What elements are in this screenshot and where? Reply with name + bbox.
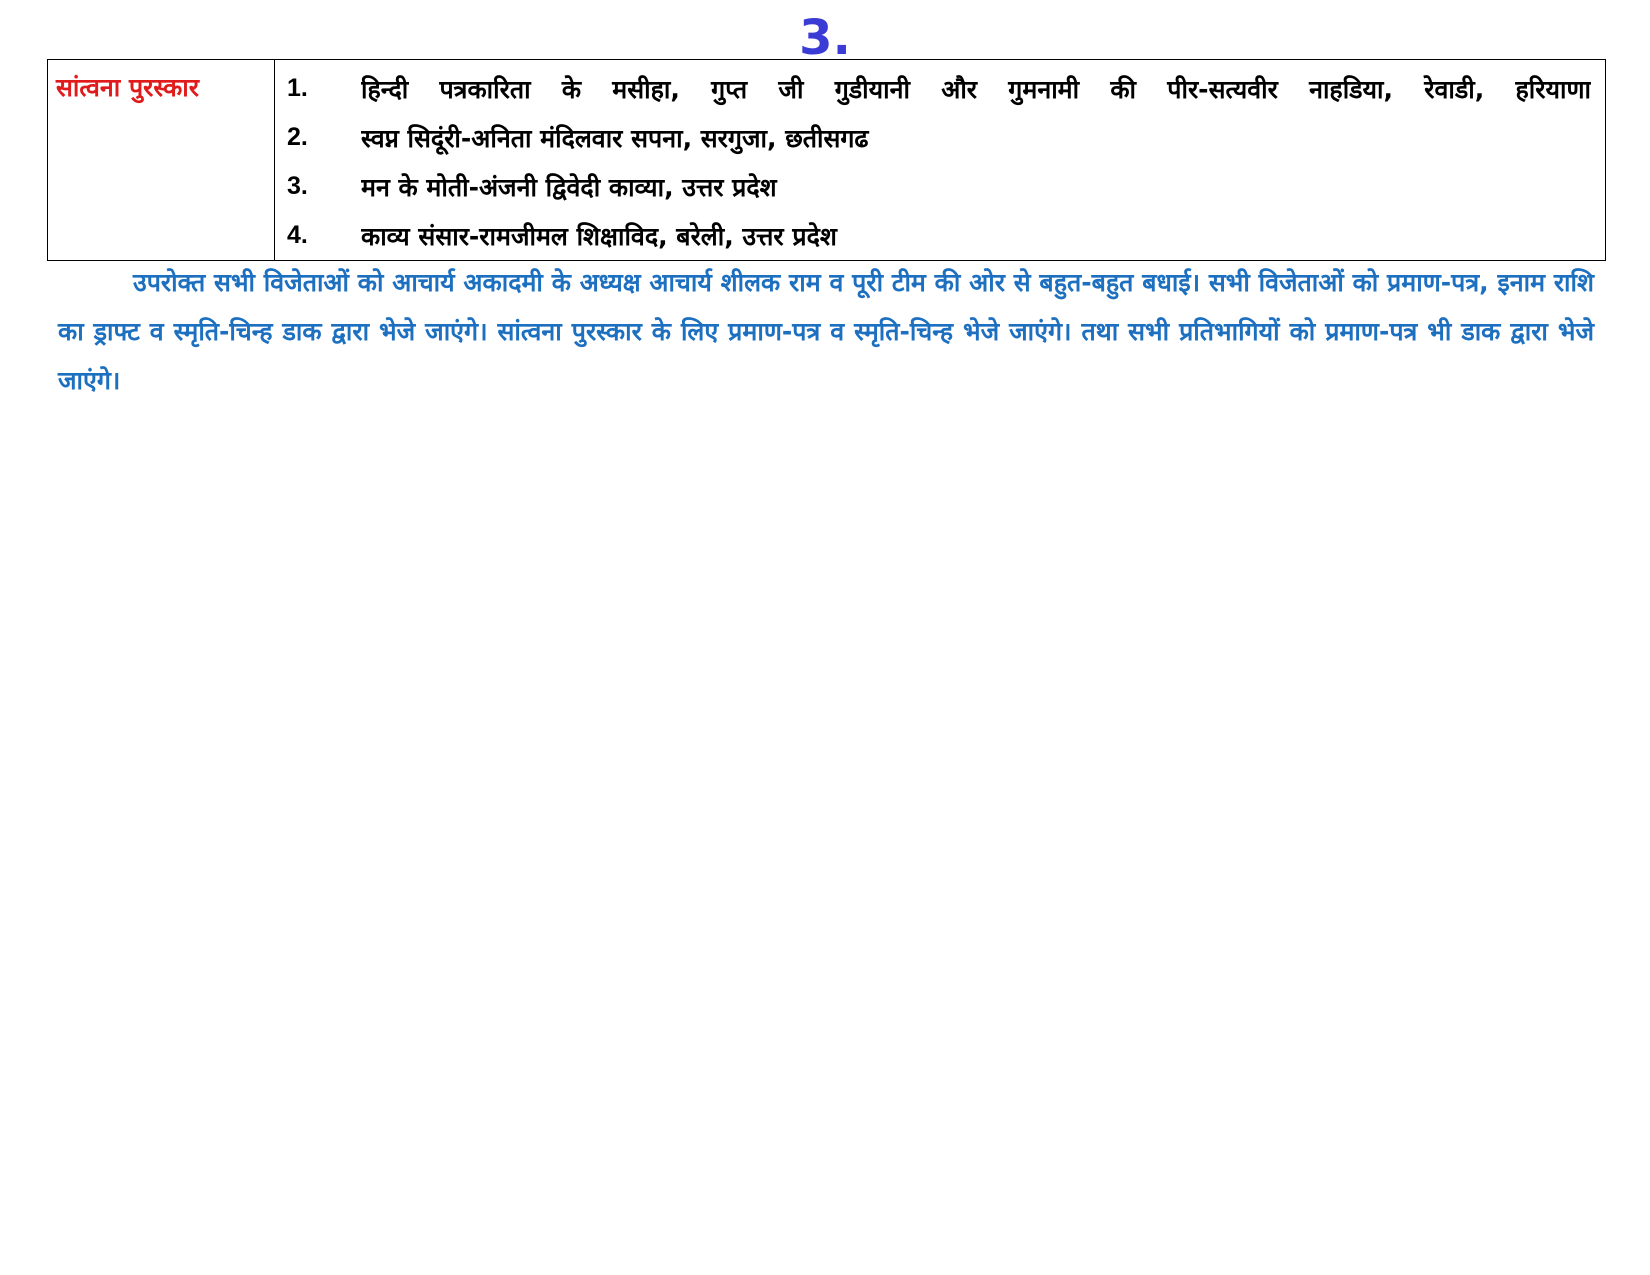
prize-table	[47, 59, 1606, 261]
winner-number: 4.	[287, 221, 308, 249]
winner-number: 1.	[287, 74, 308, 102]
list-item	[287, 211, 1591, 260]
page-number: 3.	[799, 10, 851, 66]
list-item	[287, 162, 1591, 211]
prize-category: सांत्वना पुरस्कार	[48, 60, 275, 261]
winner-entry: मन के मोती-अंजनी द्विवेदी काव्या, उत्तर प्रदेश	[361, 172, 777, 202]
winner-entry: काव्य संसार-रामजीमल शिक्षाविद, बरेली, उत्तर प्रदेश	[361, 221, 837, 251]
list-item	[287, 64, 1591, 113]
winners-list	[275, 60, 1606, 261]
table-row	[48, 60, 1606, 261]
winner-number: 2.	[287, 123, 308, 151]
list-item	[287, 113, 1591, 162]
winner-entry: हिन्दी पत्रकारिता के मसीहा, गुप्त जी गुडीयानी और गुमनामी की पीर-सत्यवीर नाहडिया, रेवाडी, हरियाणा	[361, 74, 1591, 104]
congratulations-paragraph: उपरोक्त सभी विजेताओं को आचार्य अकादमी के अध्यक्ष आचार्य शीलक राम व पूरी टीम की ओर से बहुत-बहुत बधाई। सभी विजेताओं को प्रमाण-पत्र, इनाम राशि का ड्राफ्ट व स्मृति-चिन्ह डाक द्वारा भेजे जाएंगे। सांत्वना पुरस्कार के लिए प्रमाण-पत्र व स्मृति-चिन्ह भेजे जाएंगे। तथा सभी प्रतिभागियों को प्रमाण-पत्र भी डाक द्वारा भेजे जाएंगे।	[58, 268, 1594, 395]
winner-number: 3.	[287, 172, 308, 200]
winner-entry: स्वप्न सिदूंरी-अनिता मंदिलवार सपना, सरगुजा, छतीसगढ	[361, 123, 869, 153]
